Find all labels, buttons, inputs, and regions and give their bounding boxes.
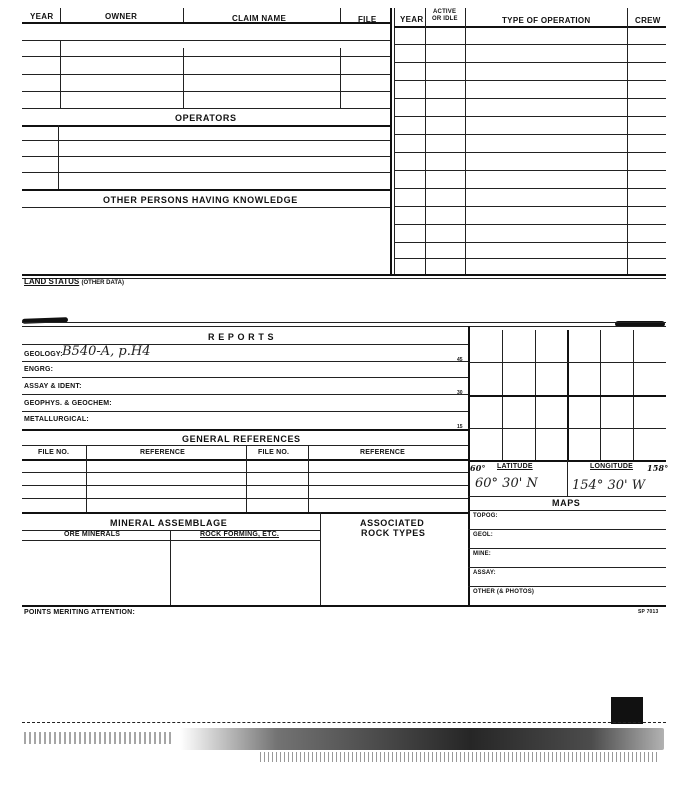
report-geology-value: B540-A, p.H4 [62, 344, 151, 359]
black-square-mark [611, 697, 643, 724]
header-type-operation: TYPE OF OPERATION [502, 16, 591, 25]
latitude-value: 60° 30' N [475, 476, 538, 491]
scan-noise-band [180, 728, 664, 750]
reports-title: R E P O R T S [208, 332, 275, 342]
mineral-assemblage-title: MINERAL ASSEMBLAGE [110, 518, 228, 528]
report-num-15: 15 [457, 424, 463, 430]
rock-forming-header: ROCK FORMING, ETC. [200, 531, 280, 538]
form-number: SP 7013 [638, 609, 659, 615]
map-other: OTHER (& PHOTOS) [473, 589, 535, 595]
map-geol: GEOL: [473, 532, 493, 538]
land-status-title: LAND STATUS [24, 277, 80, 286]
ref-header-file-no-1: FILE NO. [38, 449, 70, 456]
latitude-label: LATITUDE [497, 463, 533, 470]
maps-title: MAPS [552, 498, 581, 508]
report-geophys-label: GEOPHYS. & GEOCHEM: [24, 400, 112, 407]
other-persons-heading: OTHER PERSONS HAVING KNOWLEDGE [103, 195, 298, 205]
operators-heading: OPERATORS [175, 113, 237, 123]
header-file: FILE [358, 15, 377, 24]
ref-header-file-no-2: FILE NO. [258, 449, 290, 456]
map-topog: TOPOG: [473, 513, 498, 519]
ref-header-reference-1: REFERENCE [140, 449, 185, 456]
lon-suffix: 158° [647, 463, 669, 473]
header-year: YEAR [30, 12, 54, 21]
land-status-label [24, 277, 124, 286]
report-metallurgical-label: METALLURGICAL: [24, 416, 89, 423]
map-assay: ASSAY: [473, 570, 496, 576]
points-meriting-attention: POINTS MERITING ATTENTION: [24, 609, 135, 616]
ore-minerals-header: ORE MINERALS [64, 531, 121, 538]
lat-prefix: 60° [470, 463, 486, 473]
associated-rock-types-line2: ROCK TYPES [361, 528, 426, 538]
header-claim-name: CLAIM NAME [232, 14, 287, 23]
scan-noise-left [24, 732, 174, 744]
header-owner: OWNER [105, 12, 138, 21]
report-engrg-label: ENGRG: [24, 366, 54, 373]
header-year-right: YEAR [400, 15, 424, 24]
longitude-label: LONGITUDE [590, 463, 634, 470]
header-crew: CREW [635, 16, 661, 25]
land-status-sub: (OTHER DATA) [81, 280, 124, 286]
associated-rock-types-line1: ASSOCIATED [360, 518, 425, 528]
ref-header-reference-2: REFERENCE [360, 449, 405, 456]
map-mine: MINE: [473, 551, 491, 557]
report-assay-label: ASSAY & IDENT: [24, 383, 82, 390]
longitude-value: 154° 30' W [572, 478, 646, 493]
scan-noise-lower [260, 752, 660, 762]
report-num-45: 45 [457, 357, 463, 363]
report-geology-label: GEOLOGY: [24, 351, 63, 358]
general-references-title: GENERAL REFERENCES [182, 434, 301, 444]
header-active: ACTIVE [433, 9, 457, 15]
report-num-30: 30 [457, 390, 463, 396]
header-or-idle: OR IDLE [432, 16, 458, 22]
